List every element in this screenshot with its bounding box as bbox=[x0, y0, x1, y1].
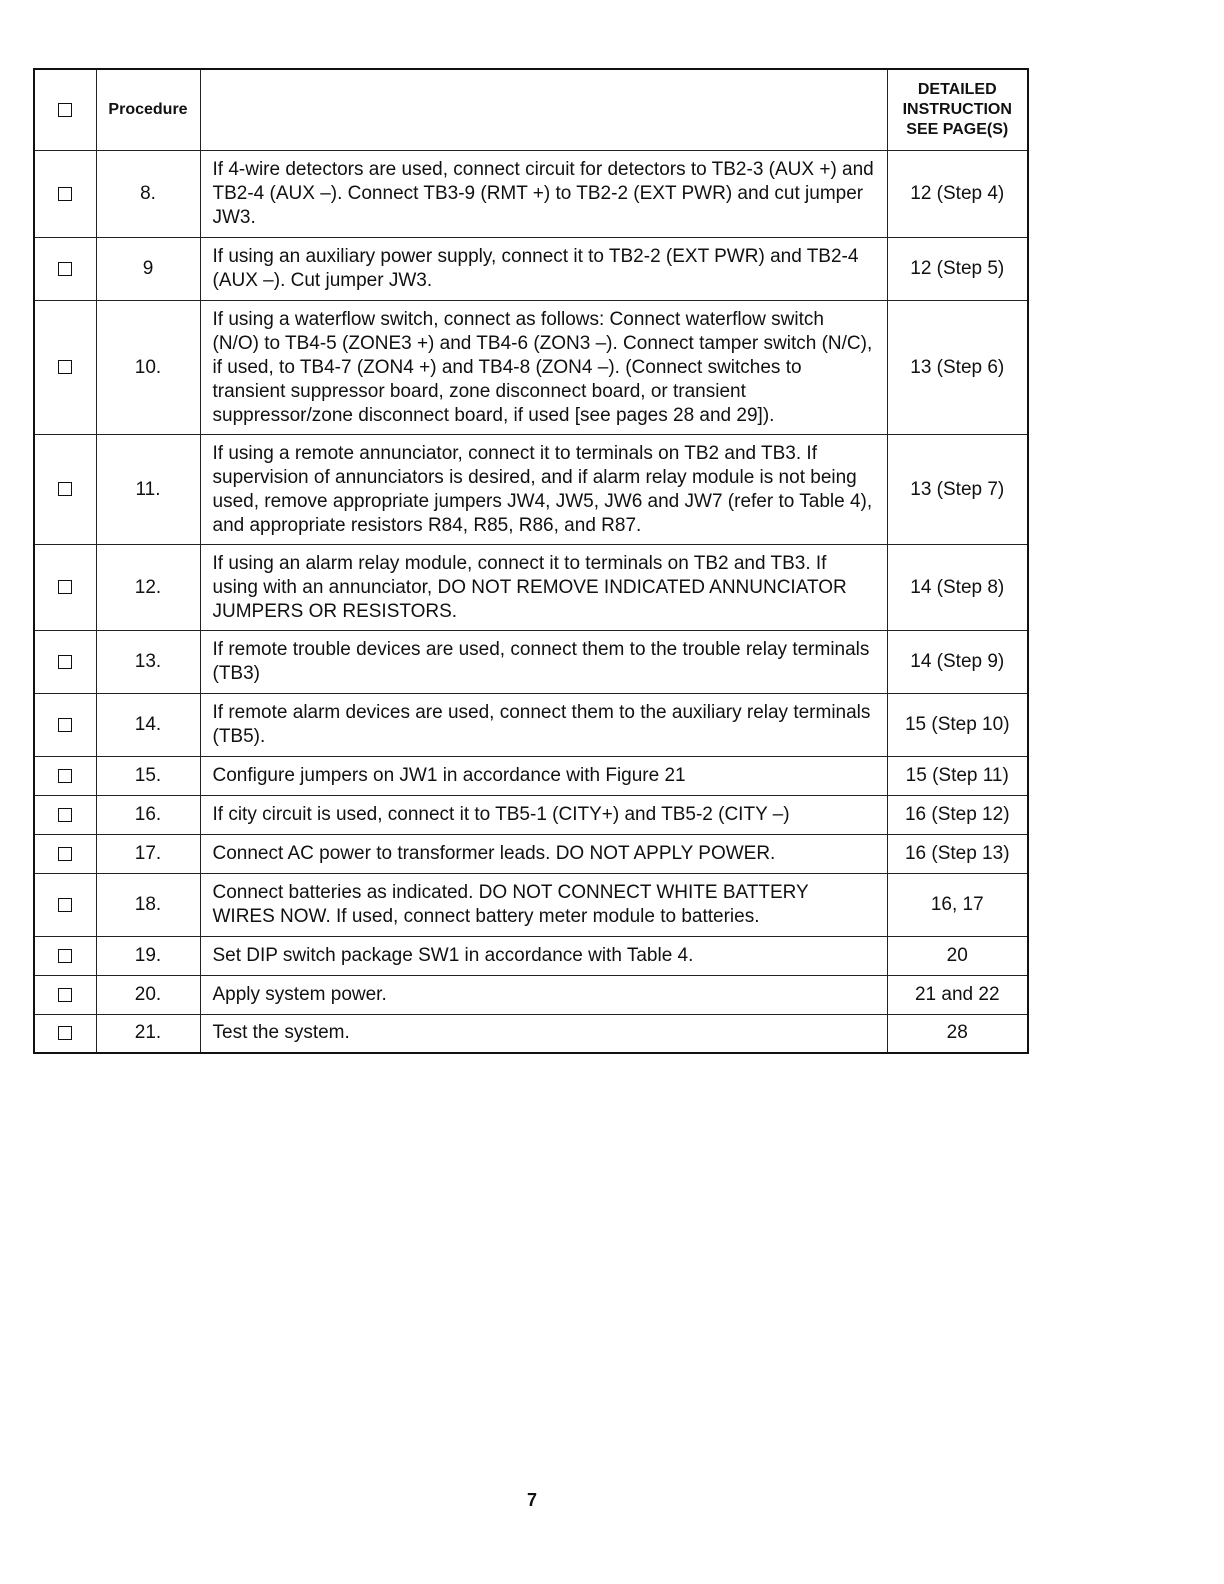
table-row bbox=[34, 151, 1028, 238]
step-number: 13. bbox=[96, 631, 200, 694]
step-page-reference: 16 (Step 12) bbox=[887, 796, 1028, 835]
table-row bbox=[34, 757, 1028, 796]
row-checkbox-cell bbox=[34, 301, 96, 435]
step-number: 9 bbox=[96, 238, 200, 301]
step-page-reference: 16 (Step 13) bbox=[887, 835, 1028, 874]
page-number: 7 bbox=[526, 1490, 537, 1510]
table-row bbox=[34, 976, 1028, 1015]
step-page-reference: 15 (Step 11) bbox=[887, 757, 1028, 796]
step-checkbox[interactable] bbox=[58, 949, 72, 963]
step-checkbox[interactable] bbox=[58, 988, 72, 1002]
step-instruction: If using a waterflow switch, connect as follows: Connect waterflow switch (N/O) to TB4-5 (ZONE3 +) and TB4-6 (ZON3 –). Connect tamper switch (N/C), if used, to TB4-7 (ZON4 +) and TB4-8 (ZON4 –). (Connect switches to transient suppressor board, zone disconnect board, or transient suppressor/zone disconnect board, if used [see pages 28 and 29]). bbox=[200, 301, 887, 435]
step-number: 15. bbox=[96, 757, 200, 796]
procedure-table bbox=[33, 68, 1029, 1054]
step-page-reference: 13 (Step 7) bbox=[887, 435, 1028, 545]
step-instruction: If using an alarm relay module, connect it to terminals on TB2 and TB3. If using with an annunciator, DO NOT REMOVE INDICATED ANNUNCIATOR JUMPERS OR RESISTORS. bbox=[200, 545, 887, 631]
step-number: 11. bbox=[96, 435, 200, 545]
step-checkbox[interactable] bbox=[58, 718, 72, 732]
table-row bbox=[34, 937, 1028, 976]
step-number: 14. bbox=[96, 694, 200, 757]
table-header-row bbox=[34, 69, 1028, 151]
header-description bbox=[200, 69, 887, 151]
row-checkbox-cell bbox=[34, 238, 96, 301]
table-row bbox=[34, 435, 1028, 545]
header-detailed-instruction bbox=[887, 69, 1028, 151]
step-instruction: Connect AC power to transformer leads. DO NOT APPLY POWER. bbox=[200, 835, 887, 874]
step-page-reference: 14 (Step 8) bbox=[887, 545, 1028, 631]
step-checkbox[interactable] bbox=[58, 360, 72, 374]
step-page-reference: 20 bbox=[887, 937, 1028, 976]
header-page-line2: INSTRUCTION bbox=[902, 101, 1012, 118]
step-checkbox[interactable] bbox=[58, 808, 72, 822]
row-checkbox-cell bbox=[34, 835, 96, 874]
table-row bbox=[34, 694, 1028, 757]
table-row bbox=[34, 545, 1028, 631]
table-row bbox=[34, 301, 1028, 435]
row-checkbox-cell bbox=[34, 796, 96, 835]
step-number: 17. bbox=[96, 835, 200, 874]
table-row bbox=[34, 796, 1028, 835]
step-number: 21. bbox=[96, 1015, 200, 1053]
step-checkbox[interactable] bbox=[58, 655, 72, 669]
step-page-reference: 12 (Step 5) bbox=[887, 238, 1028, 301]
step-instruction: If 4-wire detectors are used, connect circuit for detectors to TB2-3 (AUX +) and TB2-4 (AUX –). Connect TB3-9 (RMT +) to TB2-2 (EXT PWR) and cut jumper JW3. bbox=[200, 151, 887, 238]
step-instruction: If city circuit is used, connect it to TB5-1 (CITY+) and TB5-2 (CITY –) bbox=[200, 796, 887, 835]
step-checkbox[interactable] bbox=[58, 580, 72, 594]
step-checkbox[interactable] bbox=[58, 898, 72, 912]
table-row bbox=[34, 238, 1028, 301]
step-number: 20. bbox=[96, 976, 200, 1015]
step-instruction: Test the system. bbox=[200, 1015, 887, 1053]
header-checkbox[interactable] bbox=[58, 103, 72, 117]
step-page-reference: 16, 17 bbox=[887, 874, 1028, 937]
step-checkbox[interactable] bbox=[58, 482, 72, 496]
row-checkbox-cell bbox=[34, 545, 96, 631]
row-checkbox-cell bbox=[34, 757, 96, 796]
step-instruction: Set DIP switch package SW1 in accordance with Table 4. bbox=[200, 937, 887, 976]
step-page-reference: 21 and 22 bbox=[887, 976, 1028, 1015]
row-checkbox-cell bbox=[34, 151, 96, 238]
table-row bbox=[34, 1015, 1028, 1053]
row-checkbox-cell bbox=[34, 694, 96, 757]
step-page-reference: 12 (Step 4) bbox=[887, 151, 1028, 238]
row-checkbox-cell bbox=[34, 976, 96, 1015]
step-checkbox[interactable] bbox=[58, 847, 72, 861]
row-checkbox-cell bbox=[34, 631, 96, 694]
step-number: 16. bbox=[96, 796, 200, 835]
step-number: 19. bbox=[96, 937, 200, 976]
step-instruction: If remote alarm devices are used, connect them to the auxiliary relay terminals (TB5). bbox=[200, 694, 887, 757]
step-number: 8. bbox=[96, 151, 200, 238]
header-page-line3: SEE PAGE(S) bbox=[906, 121, 1009, 138]
header-procedure: Procedure bbox=[96, 69, 200, 151]
row-checkbox-cell bbox=[34, 1015, 96, 1053]
step-checkbox[interactable] bbox=[58, 769, 72, 783]
step-instruction: Apply system power. bbox=[200, 976, 887, 1015]
step-checkbox[interactable] bbox=[58, 262, 72, 276]
step-instruction: If using a remote annunciator, connect it to terminals on TB2 and TB3. If supervision of annunciators is desired, and if alarm relay module is not being used, remove appropriate jumpers JW4, JW5, JW6 and JW7 (refer to Table 4), and appropriate resistors R84, R85, R86, and R87. bbox=[200, 435, 887, 545]
step-page-reference: 28 bbox=[887, 1015, 1028, 1053]
row-checkbox-cell bbox=[34, 874, 96, 937]
table-row bbox=[34, 631, 1028, 694]
step-checkbox[interactable] bbox=[58, 187, 72, 201]
table-row bbox=[34, 835, 1028, 874]
step-checkbox[interactable] bbox=[58, 1026, 72, 1040]
table-row bbox=[34, 874, 1028, 937]
step-number: 12. bbox=[96, 545, 200, 631]
row-checkbox-cell bbox=[34, 435, 96, 545]
step-page-reference: 13 (Step 6) bbox=[887, 301, 1028, 435]
step-page-reference: 15 (Step 10) bbox=[887, 694, 1028, 757]
step-number: 18. bbox=[96, 874, 200, 937]
header-checkbox-cell bbox=[34, 69, 96, 151]
step-number: 10. bbox=[96, 301, 200, 435]
row-checkbox-cell bbox=[34, 937, 96, 976]
header-page-line1: DETAILED bbox=[917, 81, 997, 98]
step-instruction: If using an auxiliary power supply, connect it to TB2-2 (EXT PWR) and TB2-4 (AUX –). Cut jumper JW3. bbox=[200, 238, 887, 301]
step-instruction: Configure jumpers on JW1 in accordance with Figure 21 bbox=[200, 757, 887, 796]
step-instruction: If remote trouble devices are used, connect them to the trouble relay terminals (TB3) bbox=[200, 631, 887, 694]
step-page-reference: 14 (Step 9) bbox=[887, 631, 1028, 694]
step-instruction: Connect batteries as indicated. DO NOT CONNECT WHITE BATTERY WIRES NOW. If used, connect battery meter module to batteries. bbox=[200, 874, 887, 937]
